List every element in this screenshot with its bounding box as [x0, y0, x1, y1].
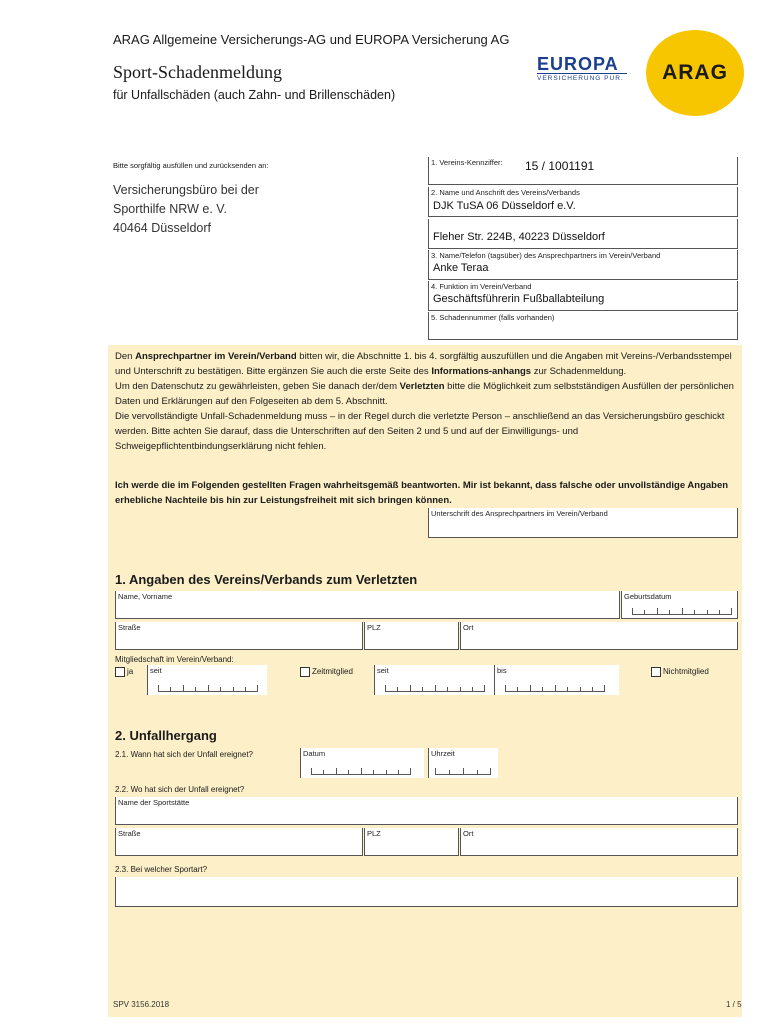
- field-label: PLZ: [367, 829, 381, 838]
- field-label: 2. Name und Anschrift des Vereins/Verbands: [431, 188, 580, 197]
- text-run-bold: Verletzten: [399, 381, 445, 392]
- time-ticks: [435, 766, 491, 775]
- field-strasse[interactable]: [115, 622, 363, 650]
- text-run: bitte die Möglichkeit zum selbstständigen Ausfüllen der persönlichen Daten und Erklärungen auf den Folgeseiten ab dem 5. Abschnitt.: [115, 381, 734, 407]
- date-ticks: [311, 766, 411, 775]
- checkbox-box[interactable]: [300, 667, 310, 677]
- signature-field[interactable]: [428, 508, 738, 538]
- field-name-vorname[interactable]: [115, 591, 620, 619]
- field-plz[interactable]: [364, 622, 459, 650]
- truthfulness-statement: Ich werde die im Folgenden gestellten Fragen wahrheitsgemäß beantworten. Mir ist bekannt, dass falsche oder unvollständige Angaben erhebliche Nachteile bis hin zur Leistungsfreiheit mit sich bringen können.: [115, 480, 729, 506]
- field-label: 1. Vereins-Kennziffer:: [431, 158, 503, 167]
- field-label: 5. Schadennummer (falls vorhanden): [431, 313, 555, 322]
- question-2-2: 2.2. Wo hat sich der Unfall ereignet?: [115, 785, 245, 794]
- text-run: bitten wir, die Abschnitte 1. bis 4. sorgfältig auszufüllen und die Angaben mit Vereins-/Verbandsstempel und Unterschrift zu bestätigen. Bitte ergänzen Sie auch die erste Seite des: [115, 351, 732, 377]
- field-verein-address[interactable]: [428, 219, 738, 249]
- field-value: 15 / 1001191: [525, 159, 595, 173]
- field-ansprechpartner[interactable]: [428, 250, 738, 280]
- checkbox-box[interactable]: [115, 667, 125, 677]
- arag-logo-word: ARAG: [662, 61, 728, 84]
- field-geburtsdatum[interactable]: [621, 591, 738, 619]
- checkbox-zeitmitglied[interactable]: [300, 667, 353, 677]
- date-ticks: [385, 683, 485, 692]
- field-label: Name, Vorname: [118, 592, 173, 601]
- field-value: Geschäftsführerin Fußballabteilung: [433, 293, 605, 305]
- field-zeit-bis[interactable]: [494, 665, 619, 695]
- info-paragraph-2: [115, 379, 735, 409]
- date-ticks: [158, 683, 258, 692]
- field-label: PLZ: [367, 623, 381, 632]
- field-label: Geburtsdatum: [624, 592, 672, 601]
- field-vereins-kennziffer[interactable]: [428, 157, 738, 185]
- field-uhrzeit[interactable]: [428, 748, 498, 778]
- field-label: Uhrzeit: [431, 749, 455, 758]
- checkbox-nichtmitglied[interactable]: [651, 667, 709, 677]
- europa-logo-tagline: VERSICHERUNG PUR.: [537, 73, 627, 82]
- field-funktion[interactable]: [428, 281, 738, 311]
- field-unfall-plz[interactable]: [364, 828, 459, 856]
- info-text: [115, 349, 735, 454]
- date-ticks: [632, 606, 732, 615]
- field-label: seit: [150, 666, 162, 675]
- text-run: zur Schadenmeldung.: [531, 366, 627, 377]
- field-label: bis: [497, 666, 507, 675]
- section-2-title: 2. Unfallhergang: [115, 728, 217, 743]
- field-label: Ort: [463, 623, 474, 632]
- field-value: Anke Teraa: [433, 262, 489, 274]
- address-line-3: 40464 Düsseldorf: [113, 221, 211, 235]
- checkbox-label: Nichtmitglied: [663, 667, 709, 677]
- field-label: seit: [377, 666, 389, 675]
- field-label: Straße: [118, 829, 141, 838]
- field-label: 4. Funktion im Verein/Verband: [431, 282, 532, 291]
- field-zeit-seit[interactable]: [374, 665, 494, 695]
- info-paragraph-3: Die vervollständigte Unfall-Schadenmeldung muss – in der Regel durch die verletzte Person – anschließend an das Versicherungsbüro geschickt werden. Bitte achten Sie darauf, dass die Unterschriften auf den Seiten 2 und 5 und auf der Einwilligungs- und Schweigepflichtentbindungserklärung nicht fehlen.: [115, 411, 725, 452]
- form-code: SPV 3156.2018: [113, 1000, 170, 1009]
- checkbox-box[interactable]: [651, 667, 661, 677]
- field-label: Ort: [463, 829, 474, 838]
- address-line-2: Sporthilfe NRW e. V.: [113, 202, 227, 216]
- text-run-bold: Informations-anhangs: [431, 366, 532, 377]
- company-name: ARAG Allgemeine Versicherungs-AG und EUROPA Versicherung AG: [113, 32, 510, 47]
- section-1-title: 1. Angaben des Vereins/Verbands zum Verletzten: [115, 572, 418, 587]
- membership-label: Mitgliedschaft im Verein/Verband:: [115, 655, 234, 664]
- text-run: Den: [115, 351, 136, 362]
- recipient-address: [113, 181, 259, 238]
- europa-logo-word: EUROPA: [537, 54, 619, 74]
- field-label: Name der Sportstätte: [118, 798, 190, 807]
- europa-logo: [537, 55, 627, 85]
- field-label: Unterschrift des Ansprechpartners im Verein/Verband: [431, 509, 608, 518]
- question-2-3: 2.3. Bei welcher Sportart?: [115, 865, 208, 874]
- field-verein-name[interactable]: [428, 187, 738, 217]
- question-2-1: 2.1. Wann hat sich der Unfall ereignet?: [115, 750, 254, 759]
- info-paragraph-1: [115, 349, 735, 379]
- field-unfall-strasse[interactable]: [115, 828, 363, 856]
- field-sportstaette[interactable]: [115, 797, 738, 825]
- field-ort[interactable]: [460, 622, 738, 650]
- field-label: Straße: [118, 623, 141, 632]
- field-value: DJK TuSA 06 Düsseldorf e.V.: [433, 200, 576, 212]
- field-datum[interactable]: [300, 748, 424, 778]
- page-subtitle: für Unfallschäden (auch Zahn- und Brillenschäden): [113, 88, 396, 102]
- arag-logo: [646, 30, 744, 116]
- field-unfall-ort[interactable]: [460, 828, 738, 856]
- checkbox-ja[interactable]: [115, 667, 133, 677]
- field-label: Datum: [303, 749, 326, 758]
- field-value: Fleher Str. 224B, 40223 Düsseldorf: [433, 231, 605, 243]
- checkbox-label: ja: [127, 667, 134, 677]
- field-seit[interactable]: [147, 665, 267, 695]
- address-line-1: Versicherungsbüro bei der: [113, 183, 259, 197]
- text-run-bold: Ansprechpartner im Verein/Verband: [135, 351, 297, 362]
- field-label: 3. Name/Telefon (tagsüber) des Ansprechpartners im Verein/Verband: [431, 251, 661, 260]
- text-run: Um den Datenschutz zu gewährleisten, geben Sie danach der/dem: [115, 381, 400, 392]
- checkbox-label: Zeitmitglied: [312, 667, 353, 677]
- page-title: Sport-Schadenmeldung: [113, 62, 282, 82]
- field-sportart[interactable]: [115, 877, 738, 907]
- field-schadennummer[interactable]: [428, 312, 738, 340]
- page-number: 1 / 5: [726, 1000, 742, 1009]
- address-intro: Bitte sorgfältig ausfüllen und zurücksenden an:: [113, 161, 269, 170]
- date-ticks: [505, 683, 605, 692]
